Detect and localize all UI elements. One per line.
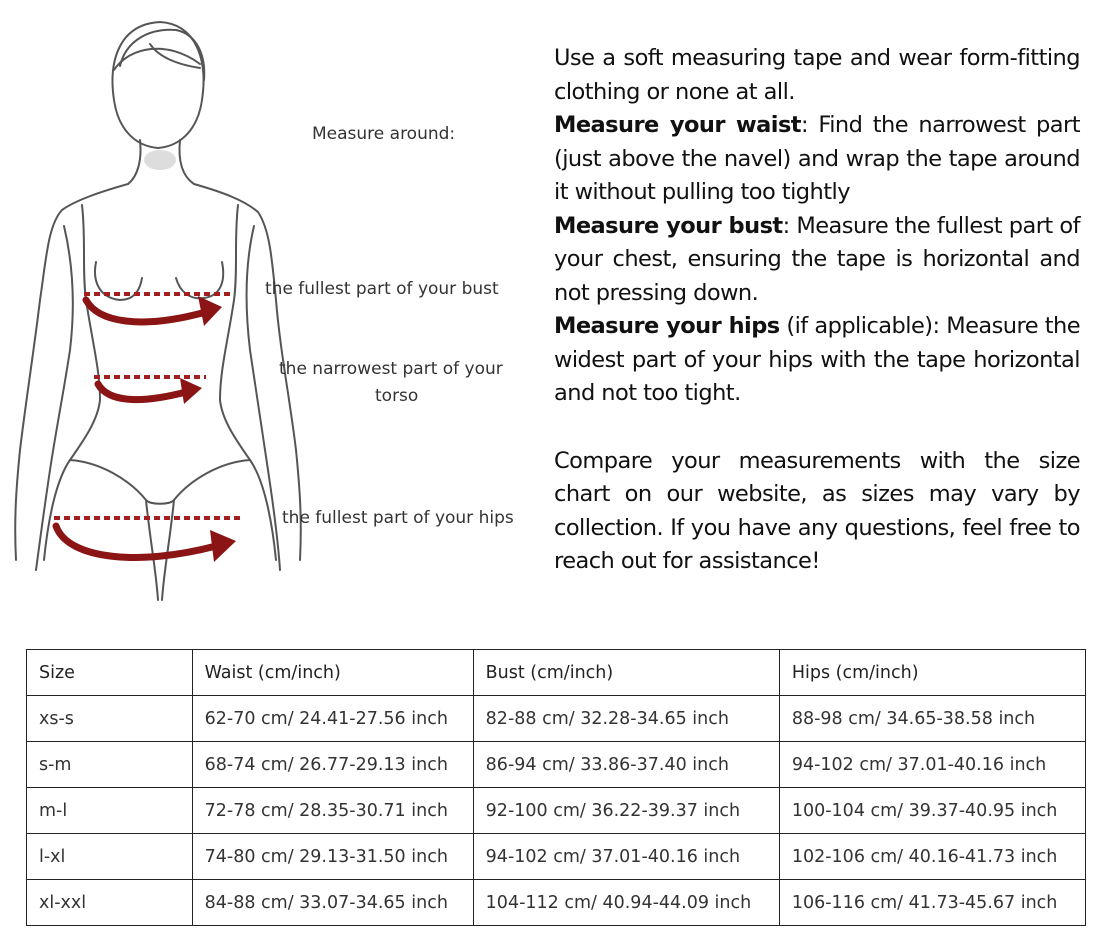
header-size: Size [27,650,193,696]
bust-instruction: Measure your bust: Measure the fullest part of your chest, ensuring the tape is horizontal and not pressing down. [554,212,1080,306]
hips-cell: 100-104 cm/ 39.37-40.95 inch [779,788,1085,834]
size-cell: l-xl [27,834,193,880]
hips-cell: 102-106 cm/ 40.16-41.73 inch [779,834,1085,880]
table-row [27,788,1086,834]
torso-label-line2: torso [375,386,419,406]
waist-instruction: Measure your waist: Find the narrowest part (just above the navel) and wrap the tape around it without pulling too tightly [554,112,1080,205]
bust-cell: 86-94 cm/ 33.86-37.40 inch [473,742,779,788]
bust-cell: 92-100 cm/ 36.22-39.37 inch [473,788,779,834]
waist-cell: 84-88 cm/ 33.07-34.65 inch [192,880,473,926]
hips-cell: 88-98 cm/ 34.65-38.58 inch [779,696,1085,742]
header-bust: Bust (cm/inch) [473,650,779,696]
compare-paragraph: Compare your measurements with the size chart on our website, as sizes may vary by collection. If you have any questions, feel free to reach out for assistance! [554,447,1080,574]
table-row [27,834,1086,880]
bust-cell: 94-102 cm/ 37.01-40.16 inch [473,834,779,880]
waist-cell: 72-78 cm/ 28.35-30.71 inch [192,788,473,834]
size-cell: xl-xxl [27,880,193,926]
hips-title: Measure your hips [554,313,780,339]
waist-cell: 62-70 cm/ 24.41-27.56 inch [192,696,473,742]
bust-cell: 82-88 cm/ 32.28-34.65 inch [473,696,779,742]
intro-paragraph: Use a soft measuring tape and wear form-fitting clothing or none at all. [554,45,1080,105]
bust-label: the fullest part of your bust [265,279,499,299]
table-row [27,880,1086,926]
table-header-row [27,650,1086,696]
size-cell: m-l [27,788,193,834]
header-waist: Waist (cm/inch) [192,650,473,696]
table-row [27,742,1086,788]
hips-cell: 106-116 cm/ 41.73-45.67 inch [779,880,1085,926]
torso-label-line1: the narrowest part of your [279,359,503,379]
measure-around-label: Measure around: [312,124,456,144]
header-hips: Hips (cm/inch) [779,650,1085,696]
hips-label: the fullest part of your hips [282,508,514,528]
hips-cell: 94-102 cm/ 37.01-40.16 inch [779,742,1085,788]
waist-cell: 68-74 cm/ 26.77-29.13 inch [192,742,473,788]
waist-cell: 74-80 cm/ 29.13-31.50 inch [192,834,473,880]
table-row [27,696,1086,742]
bust-cell: 104-112 cm/ 40.94-44.09 inch [473,880,779,926]
size-chart-table [26,649,1086,926]
measurement-instructions [554,42,1080,579]
size-cell: xs-s [27,696,193,742]
size-cell: s-m [27,742,193,788]
hips-instruction: Measure your hips (if applicable): Measure the widest part of your hips with the tape horizontal and not too tight. [554,313,1080,406]
body-measurement-figure [0,0,545,610]
waist-title: Measure your waist [554,112,802,138]
bust-title: Measure your bust [554,212,783,239]
